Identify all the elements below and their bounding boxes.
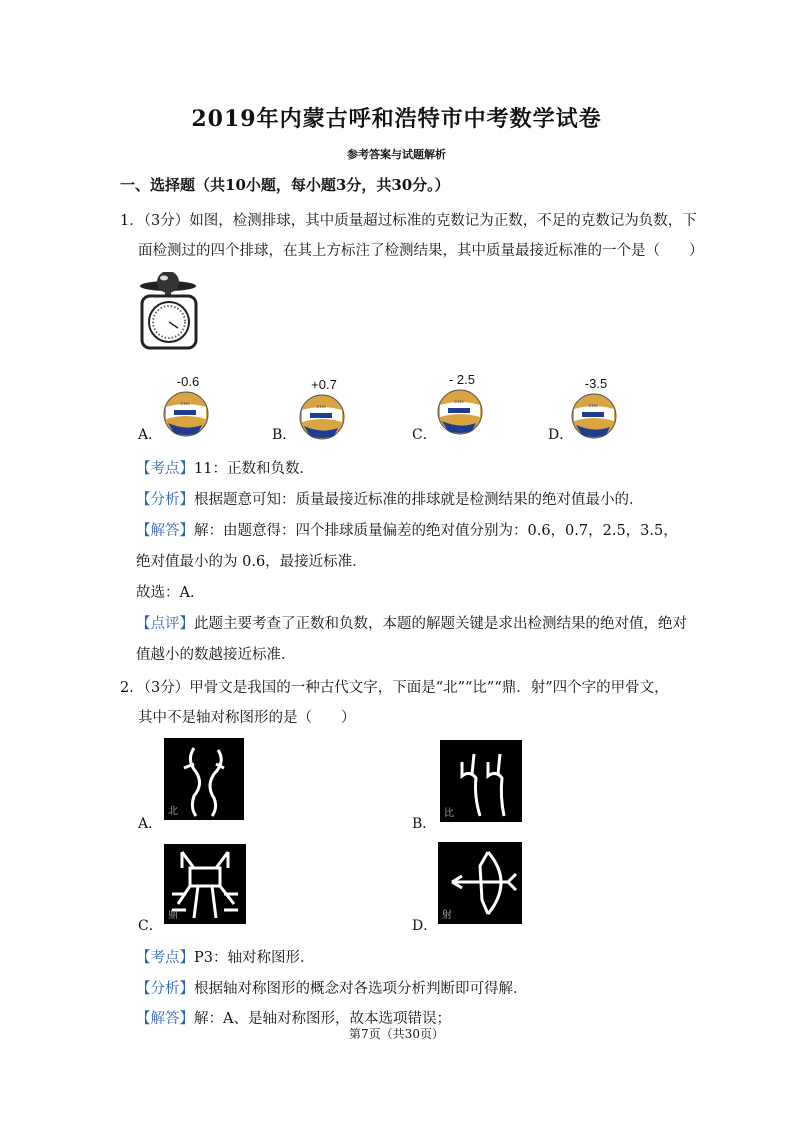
glyph-bei-image bbox=[164, 738, 244, 820]
q1-dianping bbox=[136, 612, 687, 633]
fenxi-tag: 【分析】 bbox=[136, 981, 194, 997]
q1-jieda bbox=[136, 519, 678, 540]
document-subtitle: 参考答案与试题解析 bbox=[347, 148, 446, 161]
volleyball-icon bbox=[158, 389, 214, 439]
q1-jieda-line-2: 绝对值最小的为 0.6，最接近标准． bbox=[136, 554, 367, 570]
option-c-letter: C． bbox=[138, 918, 163, 934]
section-heading: 一、选择题（共10小题，每小题3分，共30分。） bbox=[120, 176, 450, 194]
q2-stem-line-1: 2．（3分）甲骨文是我国的一种古代文字，下面是“北”“比”“鼎．射”四个字的甲骨文， bbox=[120, 680, 669, 696]
jieda-text-1: 解：由题意得：四个排球质量偏差的绝对值分别为：0.6，0.7，2.5，3.5， bbox=[194, 523, 678, 539]
q2-stem-line-2: 其中不是轴对称图形的是（ ） bbox=[138, 710, 356, 726]
fenxi-tag: 【分析】 bbox=[136, 492, 194, 508]
option-d-letter: D． bbox=[548, 427, 574, 443]
ball-value-label: -0.6 bbox=[176, 374, 200, 389]
dianping-tag: 【点评】 bbox=[136, 616, 194, 632]
option-c-ball bbox=[432, 372, 492, 441]
kaodian-text: 11：正数和负数． bbox=[194, 461, 314, 477]
document-title: 2019年内蒙古呼和浩特市中考数学试卷 bbox=[191, 106, 602, 132]
kaodian-tag: 【考点】 bbox=[136, 461, 194, 477]
option-a-letter: A． bbox=[138, 427, 163, 443]
page-footer: 第7页（共30页） bbox=[349, 1027, 444, 1041]
jieda-tag: 【解答】 bbox=[136, 1011, 194, 1027]
jieda-text-1: 解：A、是轴对称图形，故本选项错误； bbox=[194, 1011, 451, 1027]
volleyball-icon bbox=[294, 392, 350, 442]
option-b-ball bbox=[294, 377, 354, 446]
volleyball-icon bbox=[432, 387, 488, 437]
option-b-letter: B． bbox=[412, 816, 437, 832]
glyph-caption: 射 bbox=[442, 910, 452, 921]
q2-kaodian bbox=[136, 946, 314, 967]
ball-value-label: +0.7 bbox=[311, 377, 337, 392]
ball-value-label: - 2.5 bbox=[448, 372, 475, 387]
jieda-tag: 【解答】 bbox=[136, 523, 194, 539]
volleyball-icon bbox=[566, 391, 622, 441]
q2-fenxi bbox=[136, 977, 528, 998]
svg-text:DHS: DHS bbox=[454, 399, 464, 404]
q1-kaodian bbox=[136, 457, 314, 478]
option-d-letter: D． bbox=[412, 918, 438, 934]
ball-value-label: -3.5 bbox=[584, 376, 608, 391]
kaodian-text: P3：轴对称图形． bbox=[194, 950, 315, 966]
q1-stem-line-1: 1．（3分）如图，检测排球，其中质量超过标准的克数记为正数，不足的克数记为负数，下 bbox=[120, 213, 697, 229]
dianping-text-1: 此题主要考查了正数和负数，本题的解题关键是求出检测结果的绝对值，绝对 bbox=[194, 616, 687, 632]
kaodian-tag: 【考点】 bbox=[136, 950, 194, 966]
q1-fenxi bbox=[136, 488, 644, 509]
q1-stem-line-2: 面检测过的四个排球，在其上方标注了检测结果，其中质量最接近标准的一个是（ ） bbox=[138, 243, 704, 259]
svg-text:DHS: DHS bbox=[180, 401, 190, 406]
option-a-ball bbox=[158, 374, 218, 443]
q1-answer: 故选：A． bbox=[136, 585, 205, 601]
svg-text:DHS: DHS bbox=[588, 403, 598, 408]
glyph-ding-image bbox=[164, 844, 246, 924]
glyph-caption: 鼎 bbox=[168, 910, 178, 921]
glyph-caption: 比 bbox=[444, 808, 454, 819]
option-b-letter: B． bbox=[272, 427, 297, 443]
option-c-letter: C． bbox=[412, 427, 437, 443]
q1-dianping-line-2: 值越小的数越接近标准． bbox=[136, 647, 296, 663]
glyph-bi-image bbox=[440, 740, 522, 822]
fenxi-text: 根据轴对称图形的概念对各选项分析判断即可得解． bbox=[194, 981, 528, 997]
glyph-caption: 北 bbox=[168, 806, 178, 817]
glyph-she-image bbox=[438, 842, 522, 924]
option-d-ball bbox=[566, 376, 626, 445]
fenxi-text: 根据题意可知：质量最接近标准的排球就是检测结果的绝对值最小的． bbox=[194, 492, 644, 508]
option-a-letter: A． bbox=[138, 816, 163, 832]
svg-text:DHS: DHS bbox=[316, 404, 326, 409]
scale-image bbox=[134, 272, 204, 352]
